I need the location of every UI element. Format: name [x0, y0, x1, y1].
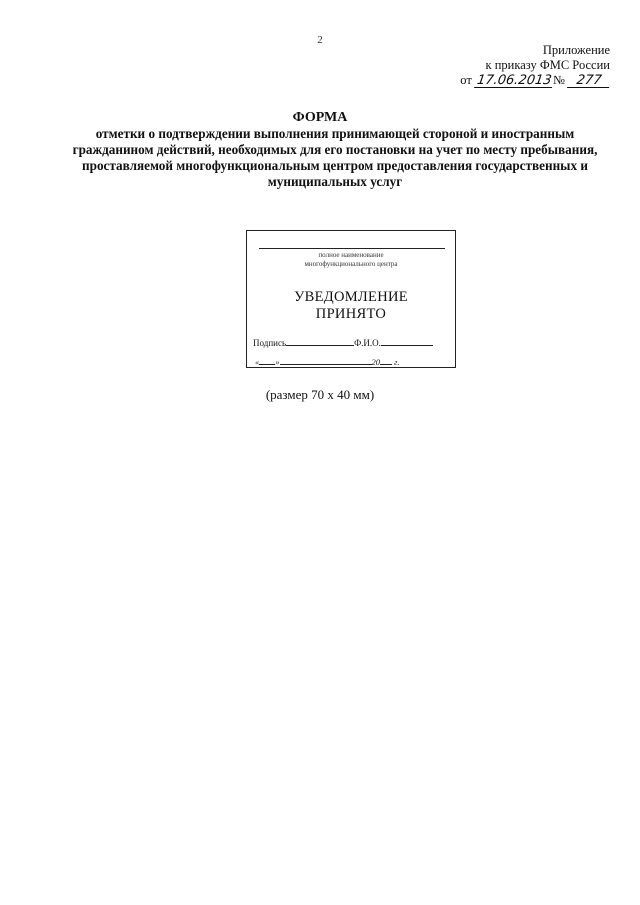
stamp-caption-line1: полное наименование	[318, 251, 384, 259]
fio-label: Ф.И.О.	[354, 338, 381, 348]
appendix-block	[440, 43, 610, 88]
size-note: (размер 70 х 40 мм)	[265, 387, 375, 402]
signature-blank	[286, 337, 354, 346]
stamp-notice-line2: ПРИНЯТО	[315, 306, 387, 322]
order-number-label: №	[552, 73, 565, 87]
signature-label: Подпись	[253, 338, 287, 348]
stamp-box	[246, 230, 456, 368]
order-number: 277	[567, 74, 611, 88]
page-number: 2	[317, 34, 323, 46]
appendix-line1: Приложение	[542, 43, 610, 57]
day-blank	[259, 356, 275, 365]
fio-blank	[381, 337, 433, 346]
appendix-line2: к приказу ФМС России	[485, 58, 610, 72]
year-blank	[380, 356, 392, 365]
stamp-notice-line1: УВЕДОМЛЕНИЕ	[294, 289, 408, 305]
stamp-date-row	[255, 356, 451, 367]
form-subtitle: отметки о подтверждении выполнения принимающей стороной и иностранным гражданином действий, необходимых для его постановки на учет по месту пребывания, проставляемой многофункциональным центром предоставления государственных и муниципальных услуг	[72, 126, 598, 189]
order-prefix: от	[460, 73, 472, 87]
order-line	[440, 73, 610, 88]
order-date: 17.06.2013	[475, 73, 553, 88]
date-open-quote: «	[255, 357, 260, 367]
date-close-quote: »	[275, 357, 280, 367]
year-suffix: г.	[394, 357, 400, 367]
form-title: ФОРМА	[292, 110, 348, 125]
stamp-name-line	[259, 248, 445, 249]
stamp-notice	[247, 289, 455, 323]
stamp-signature-row	[253, 337, 451, 348]
year-prefix: 20	[371, 357, 380, 367]
month-blank	[280, 356, 372, 365]
stamp-caption-line2: многофункционального центра	[304, 260, 398, 268]
stamp-caption	[247, 251, 455, 269]
